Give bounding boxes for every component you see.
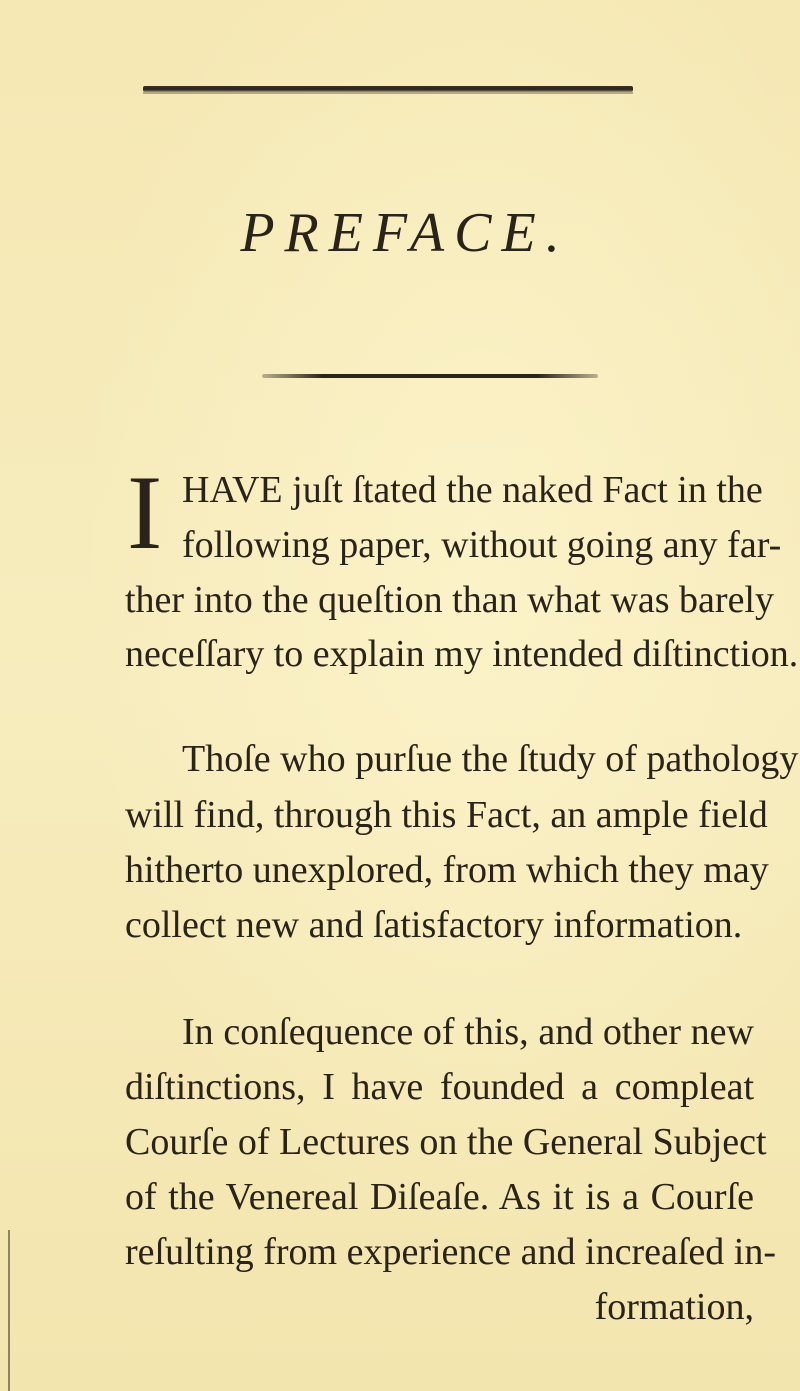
paragraph3-line-3: Courſe of Lectures on the General Subject: [125, 1121, 767, 1163]
page-title: PREFACE.: [240, 202, 570, 264]
paragraph1-line-3: ther into the queſtion than what was barely: [125, 579, 774, 621]
paragraph2-line-1: Thoſe who purſue the ſtudy of pathology: [182, 738, 799, 780]
paragraph2-line-3: hitherto unexplored, from which they may: [125, 849, 769, 891]
paragraph3-line-4: of the Venereal Diſeaſe. As it is a Courſe: [125, 1176, 754, 1218]
paragraph1-line-4: neceſſary to explain my intended diſtinction.: [125, 633, 799, 675]
catchword: formation,: [594, 1286, 754, 1328]
page-edge-shadow: [8, 1230, 10, 1391]
paragraph3-line-1: In conſequence of this, and other new: [182, 1011, 754, 1053]
drop-cap: I: [127, 454, 163, 571]
top-rule: [143, 86, 633, 92]
paragraph3-line-5: reſulting from experience and increaſed in-: [125, 1231, 776, 1273]
paragraph1-line-1: HAVE juſt ſtated the naked Fact in the: [182, 469, 763, 511]
paragraph1-line-2: following paper, without going any far-: [182, 524, 782, 566]
title-rule: [262, 374, 598, 378]
paragraph2-line-4: collect new and ſatisfactory information.: [125, 904, 743, 946]
paragraph2-line-2: will find, through this Fact, an ample field: [125, 794, 768, 836]
paragraph3-line-2: diſtinctions, I have founded a compleat: [125, 1066, 754, 1108]
